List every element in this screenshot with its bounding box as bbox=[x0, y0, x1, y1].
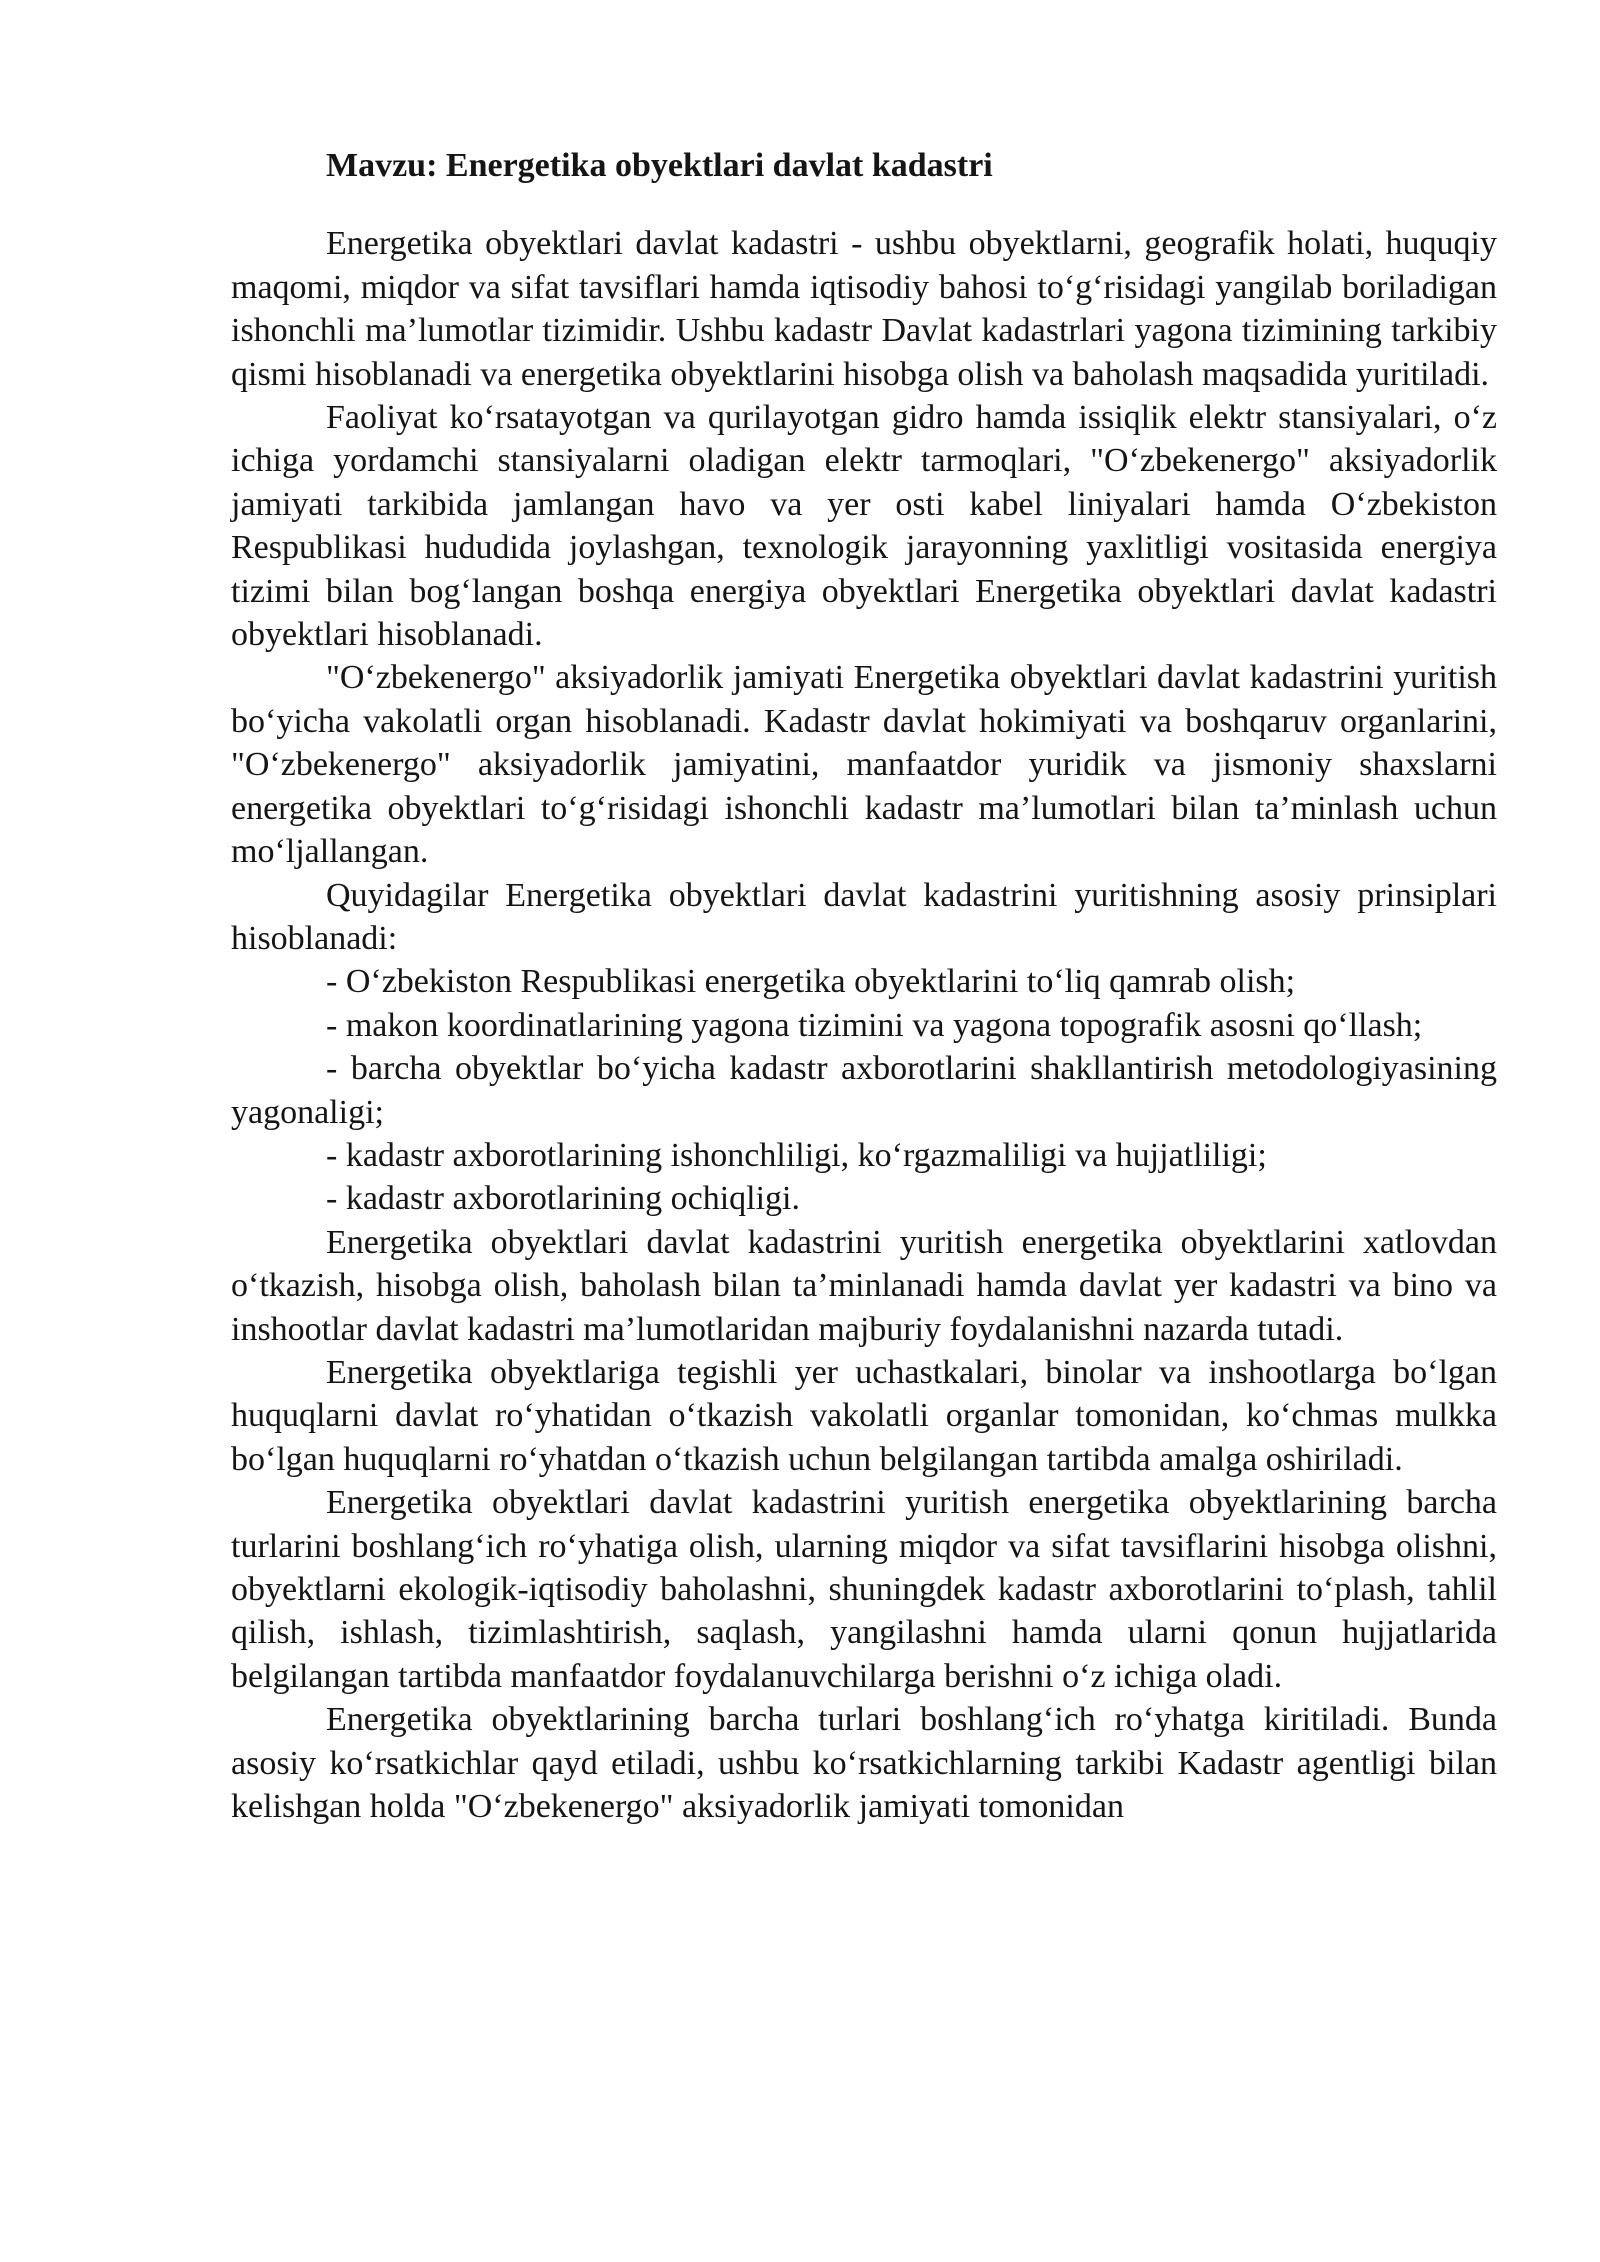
paragraph-definition: Energetika obyektlari davlat kadastri - ushbu obyektlarni, geografik holati, huquqiy maqomi, miqdor va sifat tavsiflari hamda iqtisodiy bahosi to‘g‘risidagi yangilab boriladigan ishonchli ma’lumotlar tizimidir. Ushbu kadastr Davlat kadastrlari yagona tizimining tarkibiy qismi hisoblanadi va energetika obyektlarini hisobga olish va baholash maqsadida yuritiladi. bbox=[231, 225, 1497, 393]
paragraph-cadastre-objects: Faoliyat ko‘rsatayotgan va qurilayotgan gidro hamda issiqlik elektr stansiyalari, o‘z ichiga yordamchi stansiyalarni oladigan elektr tarmoqlari, "O‘zbekenergo" aksiyadorlik jamiyati tarkibida jamlangan havo va yer osti kabel liniyalari hamda O‘zbekiston Respublikasi hududida joylashgan, texnologik jarayonning yaxlitligi vositasida energiya tizimi bilan bog‘langan boshqa energiya obyektlari Energetika obyektlari davlat kadastri obyektlari hisoblanadi. bbox=[231, 399, 1497, 654]
paragraph-rights-registration: Energetika obyektlariga tegishli yer uchastkalari, binolar va inshootlarga bo‘lgan huquqlarni davlat ro‘yhatidan o‘tkazish vakolatli organlar tomonidan, ko‘chmas mulkka bo‘lgan huquqlarni ro‘yhatdan o‘tkazish uchun belgilangan tartibda amalga oshiriladi. bbox=[231, 1353, 1497, 1478]
list-item: - barcha obyektlar bo‘yicha kadastr axborotlarini shakllantirish metodologiyasining yagonaligi; bbox=[231, 1050, 1497, 1131]
list-item: - kadastr axborotlarining ishonchliligi, ko‘rgazmaliligi va hujjatliligi; bbox=[326, 1136, 1267, 1174]
paragraph-principles-intro: Quyidagilar Energetika obyektlari davlat kadastrini yuritishning asosiy prinsiplari hisoblanadi: bbox=[231, 876, 1497, 957]
paragraph-authorized-body: "O‘zbekenergo" aksiyadorlik jamiyati Energetika obyektlari davlat kadastrini yuritish bo‘yicha vakolatli organ hisoblanadi. Kadastr davlat hokimiyati va boshqaruv organlarini, "O‘zbekenergo" aksiyadorlik jamiyatini, manfaatdor yuridik va jismoniy shaxslarni energetika obyektlari to‘g‘risidagi ishonchli kadastr ma’lumotlari bilan ta’minlash uchun mo‘ljallangan. bbox=[231, 659, 1497, 871]
document-title: Mavzu: Energetika obyektlari davlat kadastri bbox=[326, 147, 993, 184]
paragraph-cadastre-scope: Energetika obyektlari davlat kadastrini yuritish energetika obyektlarining barcha turlarini boshlang‘ich ro‘yhatiga olish, ularning miqdor va sifat tavsiflarini hisobga olishni, obyektlarni ekologik-iqtisodiy baholashni, shuningdek kadastr axborotlarini to‘plash, tahlil qilish, ishlash, tizimlashtirish, saqlash, yangilashni hamda ularni qonun hujjatlarida belgilangan tartibda manfaatdor foydalanuvchilarga berishni o‘z ichiga oladi. bbox=[231, 1484, 1497, 1695]
principles-list bbox=[231, 960, 1497, 1220]
list-item: - makon koordinatlarining yagona tizimini va yagona topografik asosni qo‘llash; bbox=[326, 1006, 1423, 1044]
paragraph-initial-registration: Energetika obyektlarining barcha turlari boshlang‘ich ro‘yhatga kiritiladi. Bunda asosiy ko‘rsatkichlar qayd etiladi, ushbu ko‘rsatkichlarning tarkibi Kadastr agentligi bilan kelishgan holda "O‘zbekenergo" aksiyadorlik jamiyati tomonidan bbox=[231, 1701, 1497, 1826]
paragraph-inventory: Energetika obyektlari davlat kadastrini yuritish energetika obyektlarini xatlovdan o‘tkazish, hisobga olish, baholash bilan ta’minlanadi hamda davlat yer kadastri va bino va inshootlar davlat kadastri ma’lumotlaridan majburiy foydalanishni nazarda tutadi. bbox=[231, 1223, 1497, 1348]
list-item: - kadastr axborotlarining ochiqligi. bbox=[326, 1180, 800, 1218]
document-page bbox=[231, 144, 1497, 1828]
list-item: - O‘zbekiston Respublikasi energetika obyektlarini to‘liq qamrab olish; bbox=[326, 963, 1296, 1001]
